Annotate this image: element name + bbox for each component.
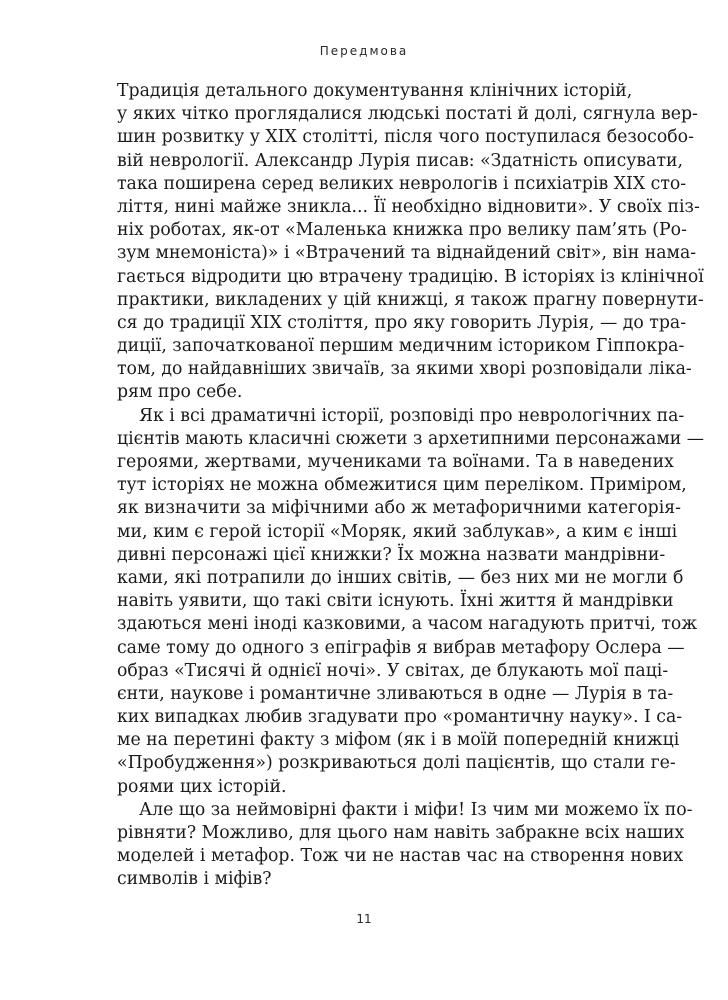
text-line: Як і всі драматичні історії, розповіді про неврологічних па-	[139, 405, 685, 426]
text-line: цієнтів мають класичні сюжети з архетипними персонажами —	[117, 428, 705, 449]
text-line: єнти, наукове і романтичне зливаються в одне — Лурія в та-	[117, 683, 674, 704]
text-line: ніх роботах, як-от «Маленька книжка про велику пам’ять (Ро-	[117, 220, 687, 241]
text-line: Але що за неймовірні факти і міфи! Із чим ми можемо їх по-	[139, 799, 693, 820]
text-line: диції, започаткованої першим медичним істориком Гіппокра-	[117, 336, 685, 357]
text-line: ме на перетині факту з міфом (як і в моїй попередній книжці	[117, 730, 680, 751]
text-line: символів і міфів?	[117, 869, 272, 890]
paragraph	[117, 405, 705, 799]
text-line: зум мнемоніста)» і «Втрачений та віднайдений світ», він нама-	[117, 243, 697, 264]
text-line: тут історіях не можна обмежитися цим переліком. Приміром,	[117, 475, 687, 496]
paragraph	[117, 80, 704, 405]
text-line: моделей і метафор. Тож чи не настав час на створення нових	[117, 846, 684, 867]
text-line: Традиція детального документування клінічних історій,	[117, 81, 633, 101]
text-line: героями, жертвами, мучениками та воїнами. Та в наведених	[117, 452, 674, 472]
text-line: «Пробудження») розкриваються долі пацієнтів, що стали ге-	[117, 753, 676, 774]
text-line: шин розвитку у XIX столітті, після чого поступилася безособо-	[117, 127, 694, 148]
text-line: практики, викладених у цій книжці, я також прагну повернути-	[117, 289, 704, 310]
text-line: ліття, нині майже зникла... Її необхідно відновити». У своїх піз-	[117, 196, 700, 217]
text-line: ся до традиції XIX століття, про яку говорить Лурія, — до тра-	[117, 312, 687, 333]
text-line: вій неврології. Александр Лурія писав: «Здатність описувати,	[117, 150, 684, 171]
text-line: ками, які потрапили до інших світів, — без них ми не могли б	[117, 567, 684, 588]
text-line: навіть уявити, що такі світи існують. Їхні життя й мандрівки	[117, 591, 674, 612]
text-line: том, до найдавніших звичаїв, за якими хворі розповідали ліка-	[117, 359, 692, 380]
text-line: ми, ким є герой історії «Моряк, який заблукав», а ким є інші	[117, 521, 678, 542]
text-line: дивні персонажі цієї книжки? Їх можна назвати мандрівни-	[117, 544, 666, 565]
text-line: ких випадках любив згадувати про «романтичну науку». І са-	[117, 707, 683, 728]
running-title: Передмова	[319, 44, 409, 58]
paragraph	[117, 799, 693, 892]
text-line: роями цих історій.	[117, 776, 287, 797]
text-line: саме тому до одного з епіграфів я вибрав метафору Ослера —	[117, 637, 685, 658]
text-line: як визначити за міфічними або ж метафоричними категорія-	[117, 498, 681, 519]
text-line: здаються мені іноді казковими, а часом нагадують притчі, тож	[117, 614, 698, 635]
body-text	[117, 80, 705, 892]
text-line: образ «Тисячі й однієї ночі». У світах, де блукають мої паці-	[117, 660, 669, 681]
text-line: така поширена серед великих неврологів і психіатрів XIX сто-	[117, 173, 687, 194]
text-line: рівняти? Можливо, для цього нам навіть забракне всіх наших	[117, 823, 685, 843]
text-line: гається відродити цю втрачену традицію. В історіях із клінічної	[117, 266, 704, 287]
text-line: у яких чітко проглядалися людські постаті й долі, сягнула вер-	[117, 104, 698, 125]
text-line: рям про себе.	[117, 382, 243, 403]
page-number: 11	[356, 912, 372, 926]
